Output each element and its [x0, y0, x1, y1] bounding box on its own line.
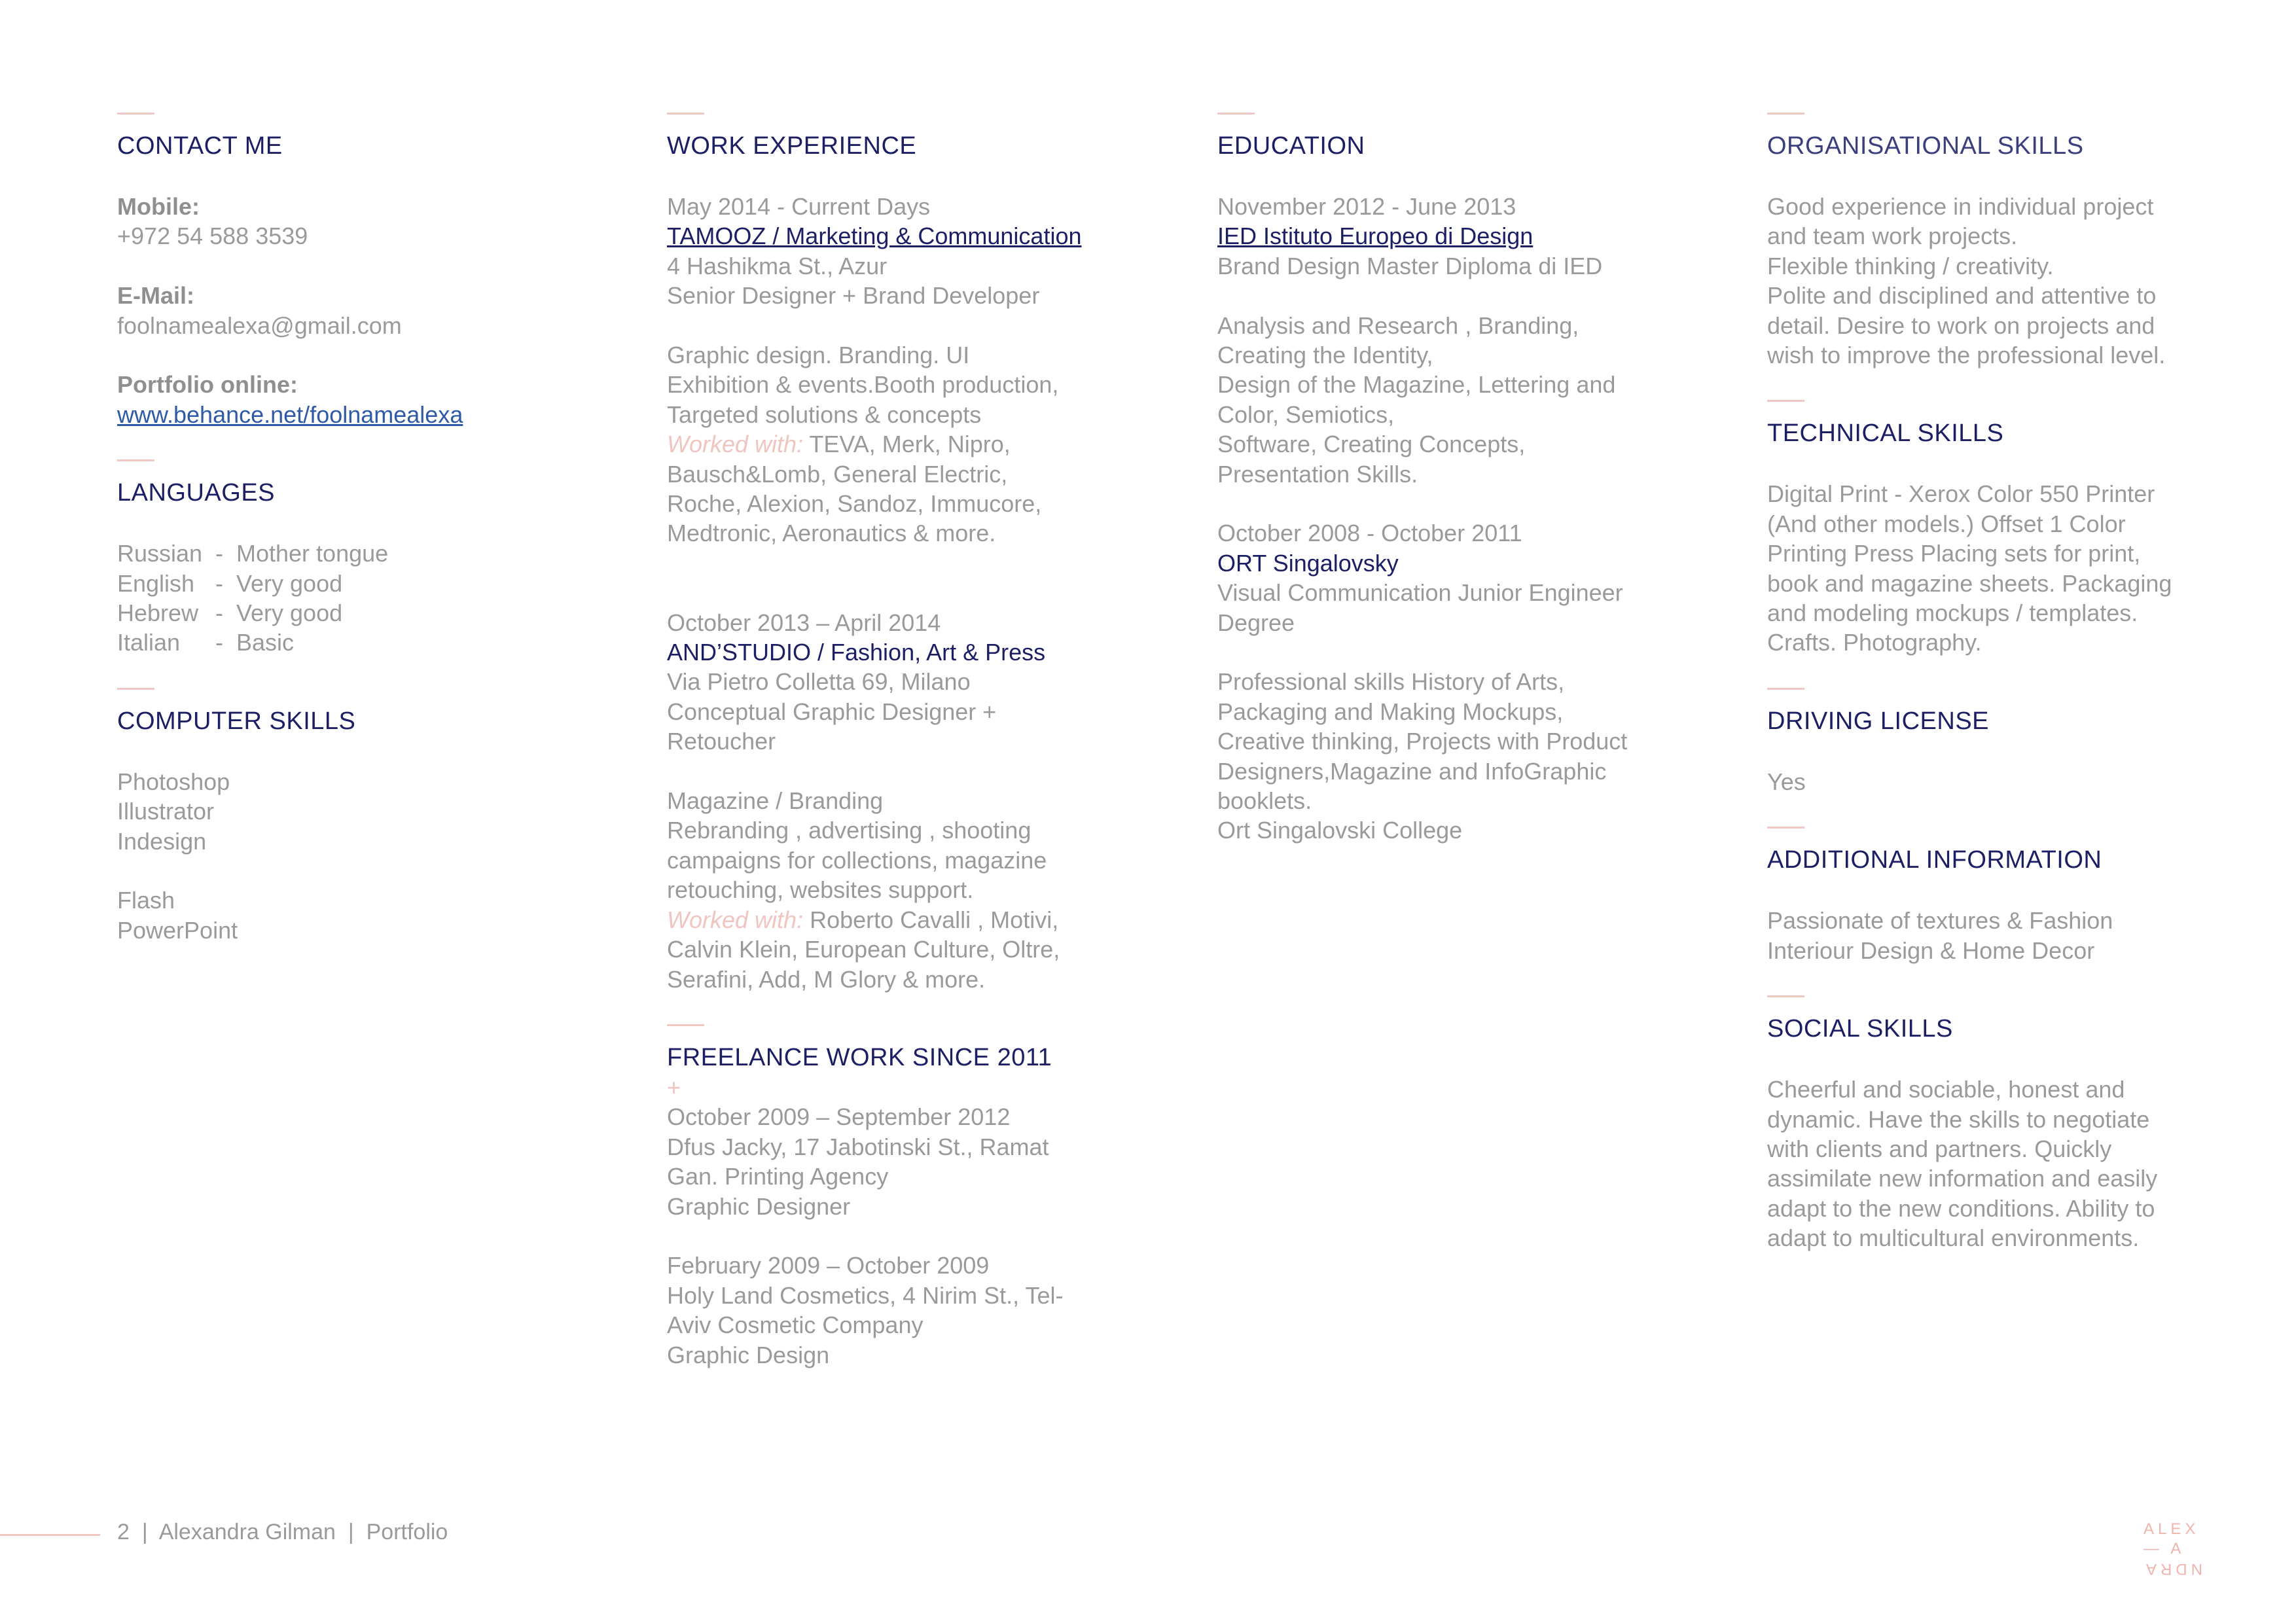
school-desc: Design of the Magazine, Lettering and — [1217, 371, 1616, 399]
language-name: English — [117, 569, 195, 597]
language-row: Italian - Basic — [117, 628, 628, 657]
plus-mark: + — [667, 1073, 681, 1101]
social-line: Cheerful and sociable, honest and — [1767, 1076, 2125, 1103]
school-degree: Brand Design Master Diploma di IED — [1217, 252, 1603, 279]
section-divider — [117, 459, 154, 461]
language-name: Hebrew — [117, 599, 199, 627]
job-dates: May 2014 - Current Days — [667, 193, 931, 220]
job-desc: Exhibition & events.Booth production, — [667, 371, 1059, 399]
school-desc: Professional skills History of Arts, — [1217, 668, 1565, 696]
job-desc: Bausch&Lomb, General Electric, — [667, 460, 1008, 488]
job-desc: Roche, Alexion, Sandoz, Immucore, — [667, 490, 1042, 518]
skill-item: Photoshop — [117, 768, 230, 795]
school-link[interactable]: IED Istituto Europeo di Design — [1217, 223, 1534, 250]
job-role: Retoucher — [667, 728, 776, 755]
school-degree: Degree — [1217, 609, 1295, 636]
org-line: Flexible thinking / creativity. — [1767, 252, 2054, 279]
job-desc: Rebranding , advertising , shooting — [667, 817, 1031, 844]
job-desc: Calvin Klein, European Culture, Oltre, — [667, 936, 1060, 963]
portfolio-label: Portfolio online: — [117, 371, 298, 399]
skill-item: PowerPoint — [117, 916, 238, 944]
section-divider — [1767, 688, 1804, 690]
job-desc: Serafini, Add, M Glory & more. — [667, 965, 986, 993]
school-name: ORT Singalovsky — [1217, 549, 1399, 577]
social-heading: SOCIAL SKILLS — [1767, 1015, 1953, 1043]
section-divider — [1767, 400, 1804, 402]
language-name: Russian — [117, 540, 203, 567]
language-level: Basic — [236, 629, 295, 656]
footer-author: Alexandra Gilman — [158, 1520, 336, 1544]
school-dates: November 2012 - June 2013 — [1217, 193, 1516, 220]
languages-heading: LANGUAGES — [117, 479, 276, 507]
job-line: Dfus Jacky, 17 Jabotinski St., Ramat — [667, 1133, 1049, 1160]
job-desc: Medtronic, Aeronautics & more. — [667, 520, 996, 547]
worked-with-clients: TEVA, Merk, Nipro, — [803, 431, 1011, 458]
school-desc: Creating the Identity, — [1217, 342, 1433, 369]
footer-text — [117, 1520, 448, 1545]
worked-with — [667, 429, 1177, 459]
language-level: Very good — [236, 599, 343, 627]
skill-item: Illustrator — [117, 798, 215, 825]
section-divider — [1767, 113, 1804, 115]
section-divider — [1217, 113, 1255, 115]
language-row: English - Very good — [117, 569, 628, 598]
section-divider — [1767, 827, 1804, 829]
computer-skills-heading: COMPUTER SKILLS — [117, 707, 356, 735]
social-line: adapt to multicultural environments. — [1767, 1224, 2140, 1252]
additional-line: Passionate of textures & Fashion — [1767, 907, 2113, 935]
worked-with-clients: Roberto Cavalli , Motivi, — [803, 906, 1059, 933]
email-label: E-Mail: — [117, 282, 195, 310]
school-desc: Presentation Skills. — [1217, 460, 1418, 488]
tech-line: (And other models.) Offset 1 Color — [1767, 510, 2126, 537]
email-value: foolnamealexa@gmail.com — [117, 312, 402, 339]
school-desc: booklets. — [1217, 787, 1312, 815]
language-row: Hebrew - Very good — [117, 598, 628, 628]
tech-line: Crafts. Photography. — [1767, 629, 1982, 656]
job-line: Graphic Designer — [667, 1192, 851, 1220]
driving-value: Yes — [1767, 768, 1806, 795]
column-skills — [1767, 113, 2278, 1253]
worked-with-label: Worked with: — [667, 906, 804, 933]
worked-with — [667, 905, 1177, 935]
language-row: Russian - Mother tongue — [117, 539, 628, 568]
organisational-heading: ORGANISATIONAL SKILLS — [1767, 132, 2084, 160]
job-role: Senior Designer + Brand Developer — [667, 282, 1040, 310]
school-dates: October 2008 - October 2011 — [1217, 520, 1522, 547]
job-desc: Magazine / Branding — [667, 787, 884, 815]
job-dates: February 2009 – October 2009 — [667, 1252, 990, 1279]
school-desc: Packaging and Making Mockups, — [1217, 698, 1564, 725]
org-line: detail. Desire to work on projects and — [1767, 312, 2155, 339]
company-link[interactable]: TAMOOZ / Marketing & Communication — [667, 223, 1082, 250]
section-divider — [667, 1024, 704, 1026]
additional-line: Interiour Design & Home Decor — [1767, 936, 2095, 964]
driving-heading: DRIVING LICENSE — [1767, 707, 1990, 735]
language-name: Italian — [117, 629, 181, 656]
social-line: adapt to the new conditions. Ability to — [1767, 1194, 2155, 1222]
job-dates: October 2013 – April 2014 — [667, 609, 941, 636]
logo-line: ALEX — [2144, 1520, 2200, 1538]
footer-separator: | — [141, 1520, 148, 1544]
job-desc: retouching, websites support. — [667, 876, 974, 904]
tech-line: and modeling mockups / templates. — [1767, 599, 2138, 627]
org-line: and team work projects. — [1767, 223, 2018, 250]
org-line: Good experience in individual project — [1767, 193, 2154, 220]
job-desc: Graphic design. Branding. UI — [667, 342, 970, 369]
school-desc: Designers,Magazine and InfoGraphic — [1217, 757, 1607, 785]
section-divider — [117, 688, 154, 690]
school-degree: Visual Communication Junior Engineer — [1217, 579, 1623, 607]
footer-separator: | — [348, 1520, 354, 1544]
social-line: with clients and partners. Quickly — [1767, 1135, 2112, 1162]
language-level: Mother tongue — [236, 540, 389, 567]
tech-line: Digital Print - Xerox Color 550 Printer — [1767, 480, 2155, 508]
job-address: Via Pietro Colletta 69, Milano — [667, 668, 971, 696]
footer-divider — [0, 1534, 100, 1536]
skill-item: Indesign — [117, 827, 207, 855]
job-line: Graphic Design — [667, 1341, 830, 1368]
portfolio-link[interactable]: www.behance.net/foolnamealexa — [117, 401, 463, 428]
job-address: 4 Hashikma St., Azur — [667, 252, 888, 279]
skill-item: Flash — [117, 887, 175, 914]
contact-heading: CONTACT ME — [117, 132, 283, 160]
footer-doc: Portfolio — [366, 1520, 448, 1544]
section-divider — [1767, 995, 1804, 997]
freelance-heading: FREELANCE WORK SINCE 2011 — [667, 1043, 1052, 1071]
school-desc: Creative thinking, Projects with Product — [1217, 728, 1628, 755]
job-dates: October 2009 – September 2012 — [667, 1103, 1011, 1131]
column-education — [1217, 113, 1728, 846]
additional-heading: ADDITIONAL INFORMATION — [1767, 846, 2102, 874]
company-name: AND’STUDIO / Fashion, Art & Press — [667, 639, 1046, 666]
tech-line: book and magazine sheets. Packaging — [1767, 569, 2172, 597]
logo-line: — A — [2144, 1540, 2185, 1558]
logo-line: NDRA — [2142, 1560, 2202, 1578]
mobile-label: Mobile: — [117, 193, 200, 220]
org-line: Polite and disciplined and attentive to — [1767, 282, 2157, 310]
mobile-value: +972 54 588 3539 — [117, 223, 308, 250]
language-level: Very good — [236, 569, 343, 597]
social-line: assimilate new information and easily — [1767, 1165, 2158, 1192]
school-desc: Color, Semiotics, — [1217, 401, 1395, 428]
job-role: Conceptual Graphic Designer + — [667, 698, 997, 725]
column-work — [667, 113, 1177, 1370]
technical-heading: TECHNICAL SKILLS — [1767, 419, 2004, 448]
tech-line: Printing Press Placing sets for print, — [1767, 540, 2141, 567]
page-number: 2 — [117, 1520, 130, 1544]
alexandra-logo — [2144, 1520, 2202, 1578]
school-desc: Analysis and Research , Branding, — [1217, 312, 1579, 339]
job-line: Gan. Printing Agency — [667, 1163, 889, 1190]
social-line: dynamic. Have the skills to negotiate — [1767, 1105, 2150, 1133]
column-contact — [117, 113, 628, 945]
section-divider — [667, 113, 704, 115]
school-desc: Ort Singalovski College — [1217, 817, 1463, 844]
job-desc: Targeted solutions & concepts — [667, 401, 982, 428]
job-line: Holy Land Cosmetics, 4 Nirim St., Tel- — [667, 1281, 1064, 1309]
school-desc: Software, Creating Concepts, — [1217, 431, 1526, 458]
section-divider — [117, 113, 154, 115]
job-desc: campaigns for collections, magazine — [667, 846, 1047, 874]
worked-with-label: Worked with: — [667, 431, 804, 458]
org-line: wish to improve the professional level. — [1767, 342, 2166, 369]
job-line: Aviv Cosmetic Company — [667, 1311, 924, 1339]
education-heading: EDUCATION — [1217, 132, 1365, 160]
work-heading: WORK EXPERIENCE — [667, 132, 917, 160]
